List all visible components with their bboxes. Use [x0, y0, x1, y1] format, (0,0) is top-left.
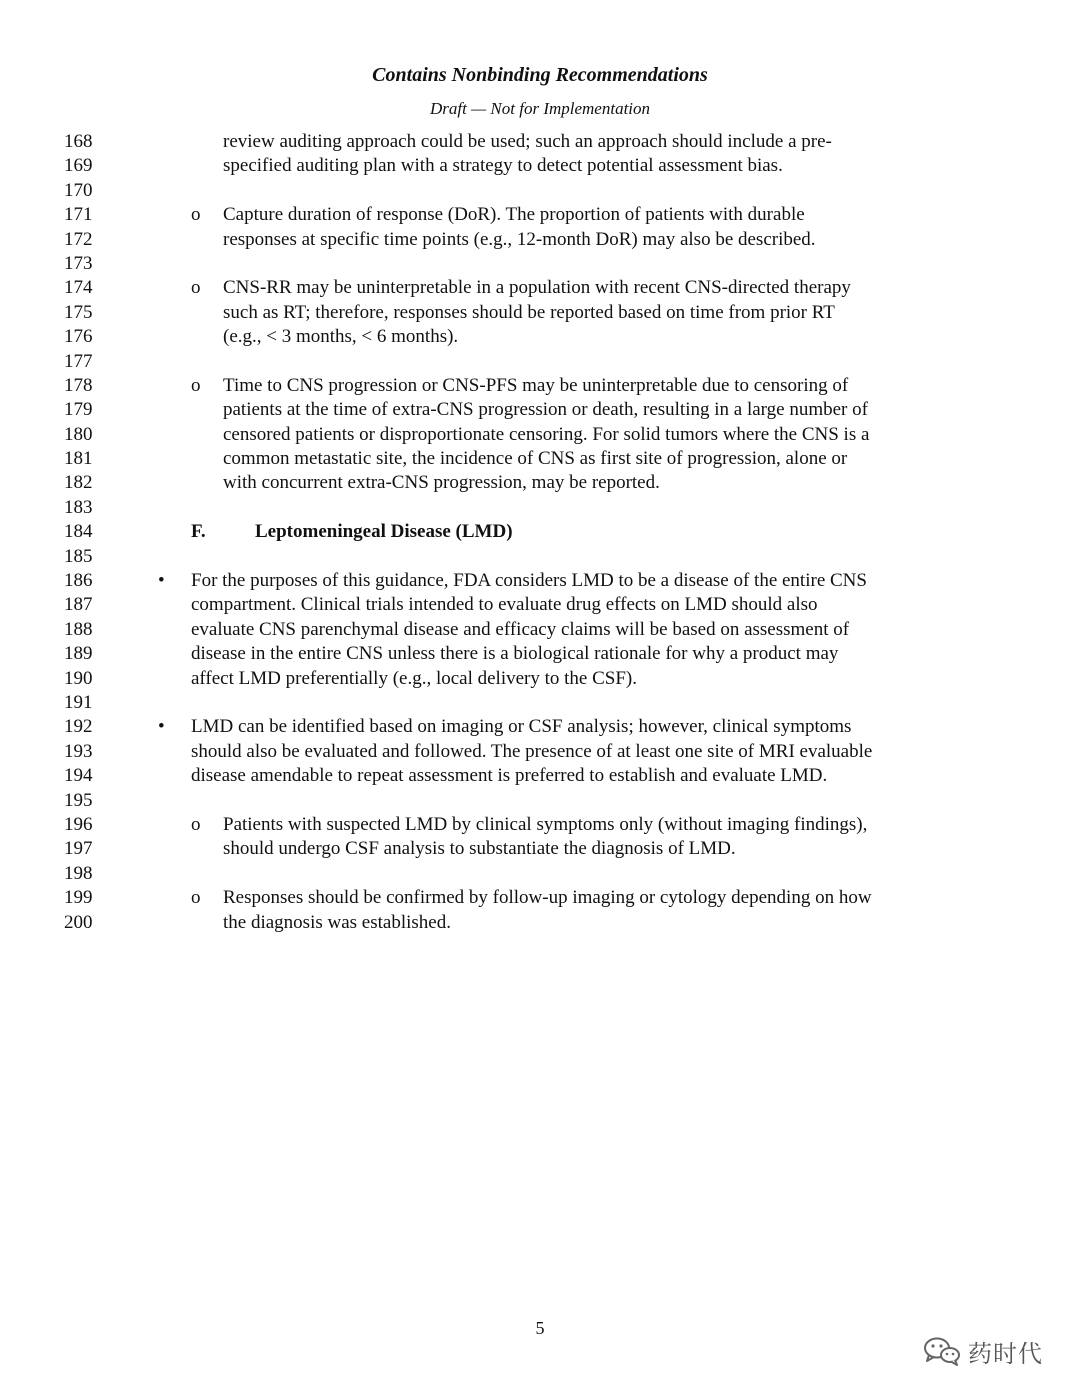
document-line [0, 569, 1080, 593]
line-text: with concurrent extra-CNS progression, may be reported. [223, 472, 660, 494]
line-number: 175 [64, 301, 93, 323]
document-line [0, 203, 1080, 227]
document-line [0, 862, 1080, 886]
line-text: Time to CNS progression or CNS-PFS may be uninterpretable due to censoring of [223, 374, 849, 396]
document-line [0, 447, 1080, 471]
document-line [0, 228, 1080, 252]
line-number: 189 [64, 643, 93, 665]
line-number: 171 [64, 204, 93, 226]
document-line [0, 130, 1080, 154]
document-line [0, 301, 1080, 325]
line-number: 191 [64, 691, 93, 713]
line-number: 197 [64, 838, 93, 860]
document-line [0, 886, 1080, 910]
line-text: responses at specific time points (e.g., 12-month DoR) may also be described. [223, 228, 816, 250]
header-title: Contains Nonbinding Recommendations [372, 64, 708, 86]
line-number: 184 [64, 521, 93, 543]
line-number: 170 [64, 179, 93, 201]
line-text: should also be evaluated and followed. The presence of at least one site of MRI evaluable [191, 740, 873, 762]
document-line [0, 911, 1080, 935]
document-body [0, 130, 1080, 935]
document-line [0, 667, 1080, 691]
document-line [0, 837, 1080, 861]
line-number: 176 [64, 326, 93, 348]
line-number: 168 [64, 131, 93, 152]
line-number: 188 [64, 618, 93, 640]
line-number: 193 [64, 740, 93, 762]
page-number: 5 [535, 1318, 545, 1338]
line-text: (e.g., < 3 months, < 6 months). [223, 326, 459, 348]
document-line [0, 471, 1080, 495]
line-text: patients at the time of extra-CNS progression or death, resulting in a large number of [223, 399, 868, 421]
sub-bullet-marker: o [191, 887, 201, 909]
line-number: 169 [64, 155, 93, 177]
line-number: 186 [64, 570, 93, 592]
document-line [0, 179, 1080, 203]
bullet-marker: • [158, 570, 165, 592]
watermark-text: 药时代 [968, 1339, 1043, 1368]
document-line [0, 496, 1080, 520]
section-heading: Leptomeningeal Disease (LMD) [255, 521, 513, 543]
line-text: disease in the entire CNS unless there is a biological rationale for why a product may [191, 643, 839, 665]
sub-bullet-marker: o [191, 813, 201, 835]
sub-bullet-marker: o [191, 374, 201, 396]
line-text: common metastatic site, the incidence of CNS as first site of progression, alone or [223, 448, 848, 470]
line-number: 172 [64, 228, 93, 250]
line-text: disease amendable to repeat assessment is preferred to establish and evaluate LMD. [191, 765, 828, 787]
document-line [0, 545, 1080, 569]
line-number: 194 [64, 765, 93, 787]
line-number: 173 [64, 252, 93, 274]
line-number: 199 [64, 887, 93, 909]
header-subtitle: Draft — Not for Implementation [429, 99, 651, 118]
document-line [0, 252, 1080, 276]
line-number: 174 [64, 277, 93, 299]
line-number: 185 [64, 545, 93, 567]
document-line [0, 691, 1080, 715]
line-number: 196 [64, 813, 93, 835]
document-line [0, 423, 1080, 447]
document-line [0, 398, 1080, 422]
line-number: 187 [64, 594, 93, 616]
line-text: specified auditing plan with a strategy to detect potential assessment bias. [223, 155, 783, 177]
line-text: censored patients or disproportionate censoring. For solid tumors where the CNS is a [223, 423, 870, 445]
line-text: such as RT; therefore, responses should be reported based on time from prior RT [223, 301, 835, 323]
line-number: 179 [64, 399, 93, 421]
document-line [0, 325, 1080, 349]
document-line [0, 350, 1080, 374]
line-text: Patients with suspected LMD by clinical symptoms only (without imaging findings), [223, 813, 868, 835]
document-line [0, 642, 1080, 666]
line-text: evaluate CNS parenchymal disease and efficacy claims will be based on assessment of [191, 618, 850, 640]
line-text: should undergo CSF analysis to substantiate the diagnosis of LMD. [223, 838, 736, 860]
sub-bullet-marker: o [191, 277, 201, 299]
document-line [0, 520, 1080, 544]
line-number: 198 [64, 862, 93, 884]
document-line [0, 618, 1080, 642]
line-number: 190 [64, 667, 93, 689]
line-text: Capture duration of response (DoR). The proportion of patients with durable [223, 204, 805, 226]
line-text: affect LMD preferentially (e.g., local delivery to the CSF). [191, 667, 637, 689]
document-line [0, 154, 1080, 178]
line-number: 200 [64, 911, 93, 933]
line-number: 192 [64, 716, 93, 738]
line-text: LMD can be identified based on imaging or CSF analysis; however, clinical symptoms [191, 716, 852, 738]
watermark [922, 1333, 1043, 1369]
sub-bullet-marker: o [191, 204, 201, 226]
line-number: 177 [64, 350, 93, 372]
line-text: CNS-RR may be uninterpretable in a population with recent CNS-directed therapy [223, 277, 851, 299]
document-line [0, 374, 1080, 398]
bullet-marker: • [158, 716, 165, 738]
document-line [0, 764, 1080, 788]
document-line [0, 740, 1080, 764]
line-number: 180 [64, 423, 93, 445]
line-number: 181 [64, 448, 93, 470]
line-number: 183 [64, 496, 93, 518]
wechat-icon [922, 1335, 962, 1367]
line-text: review auditing approach could be used; such an approach should include a pre- [223, 131, 832, 152]
document-line [0, 715, 1080, 739]
section-letter: F. [191, 521, 206, 543]
document-line [0, 276, 1080, 300]
line-number: 182 [64, 472, 93, 494]
document-line [0, 813, 1080, 837]
document-line [0, 789, 1080, 813]
line-text: the diagnosis was established. [223, 911, 451, 933]
line-number: 195 [64, 789, 93, 811]
line-number: 178 [64, 374, 93, 396]
line-text: compartment. Clinical trials intended to evaluate drug effects on LMD should also [191, 594, 818, 616]
line-text: Responses should be confirmed by follow-up imaging or cytology depending on how [223, 887, 872, 909]
line-text: For the purposes of this guidance, FDA considers LMD to be a disease of the entire CNS [191, 570, 867, 592]
document-line [0, 593, 1080, 617]
